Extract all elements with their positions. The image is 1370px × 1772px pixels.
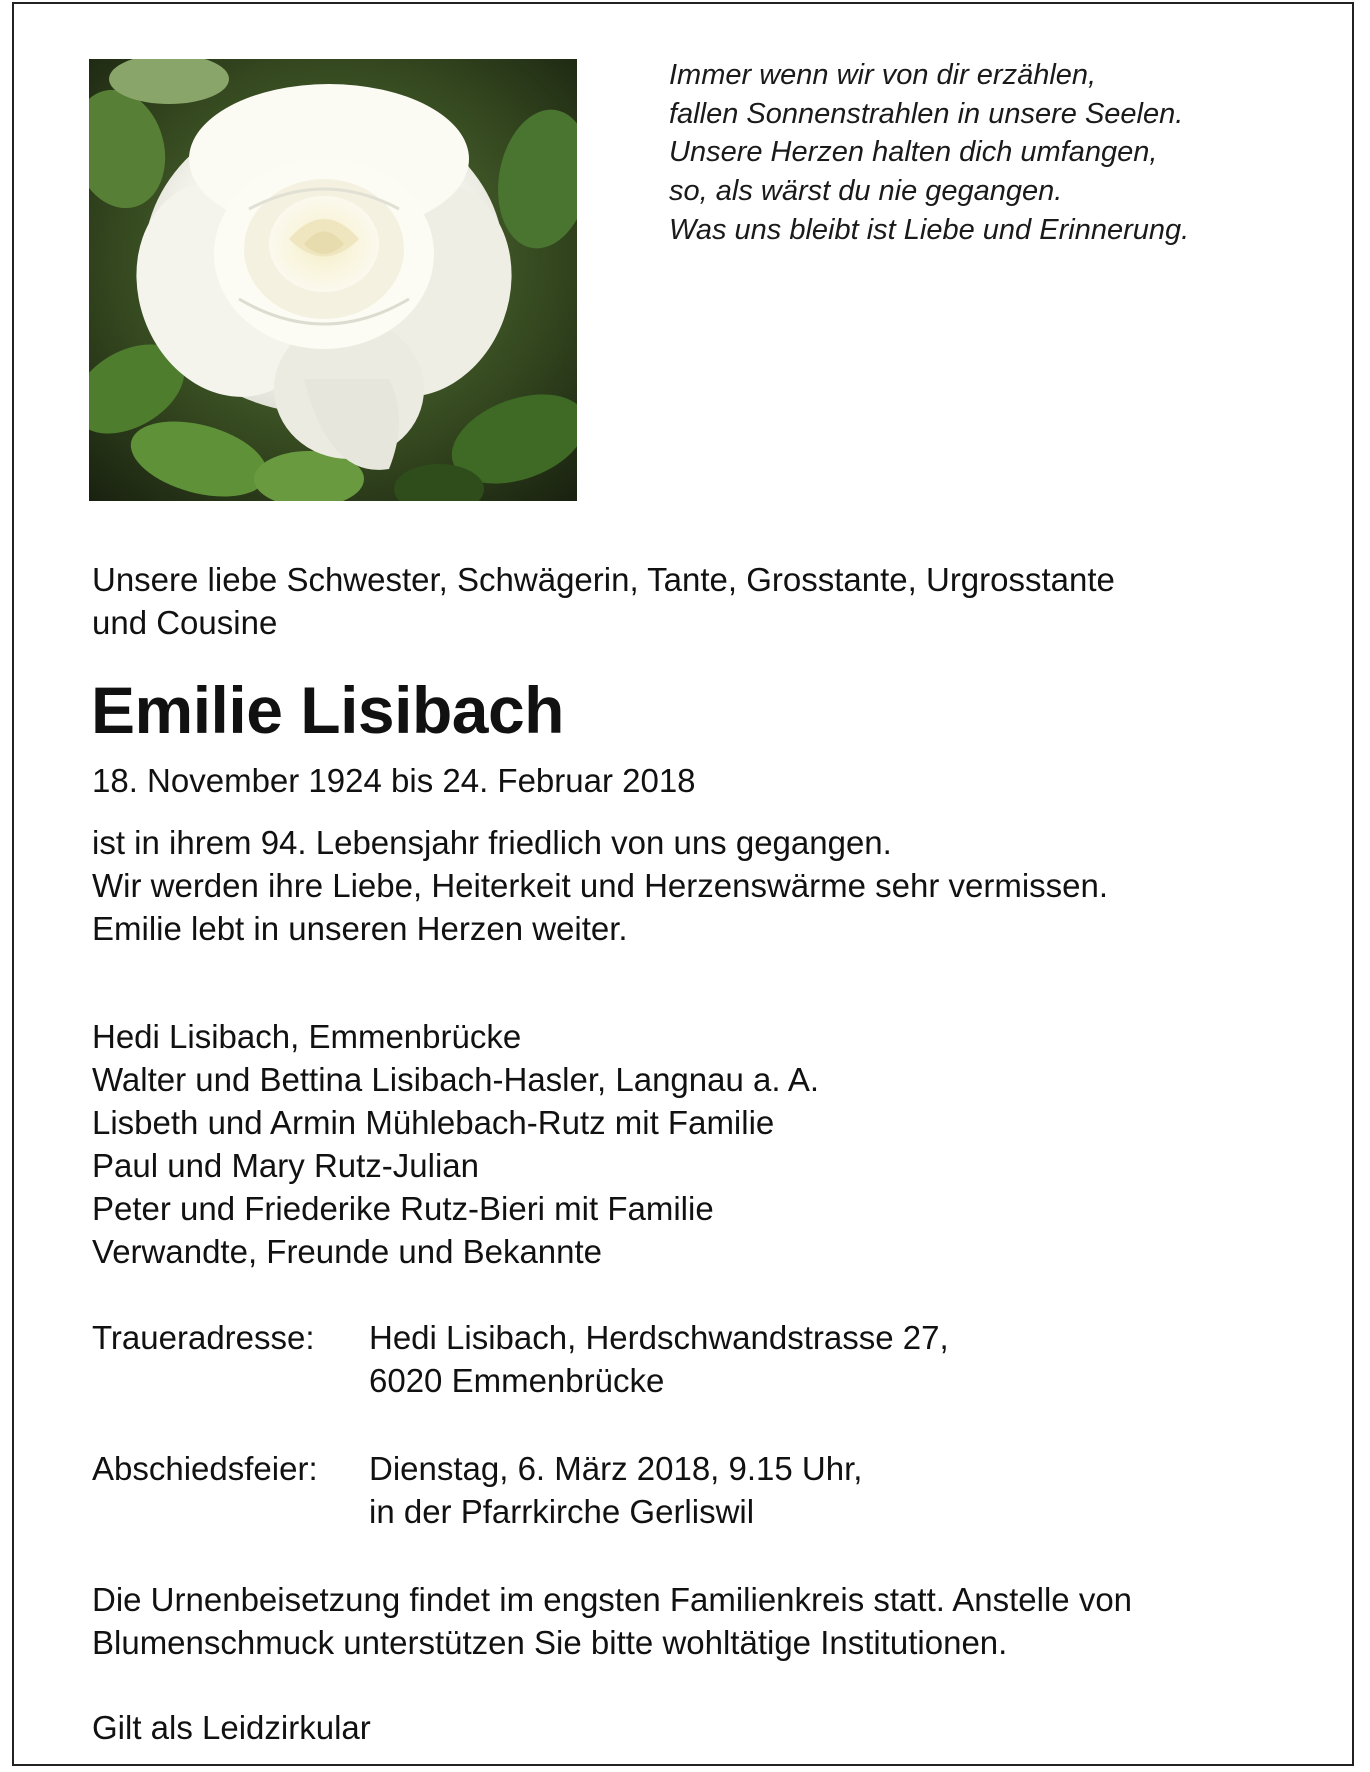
message-line: Emilie lebt in unseren Herzen weiter. <box>92 910 628 947</box>
poem-line: so, als wärst du nie gegangen. <box>669 175 1063 208</box>
life-dates: 18. November 1924 bis 24. Februar 2018 <box>92 762 696 799</box>
mourner-item: Peter und Friederike Rutz-Bieri mit Familie <box>92 1190 714 1227</box>
message-line: ist in ihrem 94. Lebensjahr friedlich von uns gegangen. <box>92 824 892 861</box>
deceased-name: Emilie Lisibach <box>91 673 564 747</box>
farewell-line: Dienstag, 6. März 2018, 9.15 Uhr, <box>369 1450 863 1487</box>
memorial-poem <box>669 56 1309 250</box>
address-line: 6020 Emmenbrücke <box>369 1362 665 1399</box>
farewell-label: Abschiedsfeier: <box>92 1450 318 1487</box>
intro-text <box>92 558 1115 644</box>
urn-notice-line: Die Urnenbeisetzung findet im engsten Familienkreis statt. Anstelle von <box>92 1581 1133 1618</box>
poem-line: Immer wenn wir von dir erzählen, <box>669 59 1097 91</box>
poem-line: Unsere Herzen halten dich umfangen, <box>669 136 1158 169</box>
mourner-item: Walter und Bettina Lisibach-Hasler, Langnau a. A. <box>92 1061 820 1098</box>
mourner-item: Paul und Mary Rutz-Julian <box>92 1147 480 1184</box>
memorial-message <box>92 821 1108 950</box>
urn-notice-line: Blumenschmuck unterstützen Sie bitte wohltätige Institutionen. <box>92 1624 1008 1661</box>
mourner-item: Verwandte, Freunde und Bekannte <box>92 1233 603 1270</box>
address-value <box>369 1316 949 1402</box>
intro-line: Unsere liebe Schwester, Schwägerin, Tante, Grosstante, Urgrosstante <box>92 561 1115 598</box>
mourners-list <box>92 1015 819 1273</box>
circular-note: Gilt als Leidzirkular <box>92 1709 371 1746</box>
intro-line: und Cousine <box>92 604 278 641</box>
white-rose-photo <box>89 59 577 501</box>
poem-line: Was uns bleibt ist Liebe und Erinnerung. <box>669 213 1190 246</box>
message-line: Wir werden ihre Liebe, Heiterkeit und Herzenswärme sehr vermissen. <box>92 867 1109 904</box>
mourner-item: Lisbeth und Armin Mühlebach-Rutz mit Familie <box>92 1104 775 1141</box>
mourner-item: Hedi Lisibach, Emmenbrücke <box>92 1018 522 1055</box>
farewell-value <box>369 1447 862 1533</box>
urn-notice <box>92 1578 1132 1664</box>
poem-line: fallen Sonnenstrahlen in unsere Seelen. <box>669 97 1184 130</box>
address-line: Hedi Lisibach, Herdschwandstrasse 27, <box>369 1319 949 1356</box>
farewell-line: in der Pfarrkirche Gerliswil <box>369 1493 755 1530</box>
white-rose-icon <box>89 59 577 501</box>
address-label: Traueradresse: <box>92 1319 315 1356</box>
